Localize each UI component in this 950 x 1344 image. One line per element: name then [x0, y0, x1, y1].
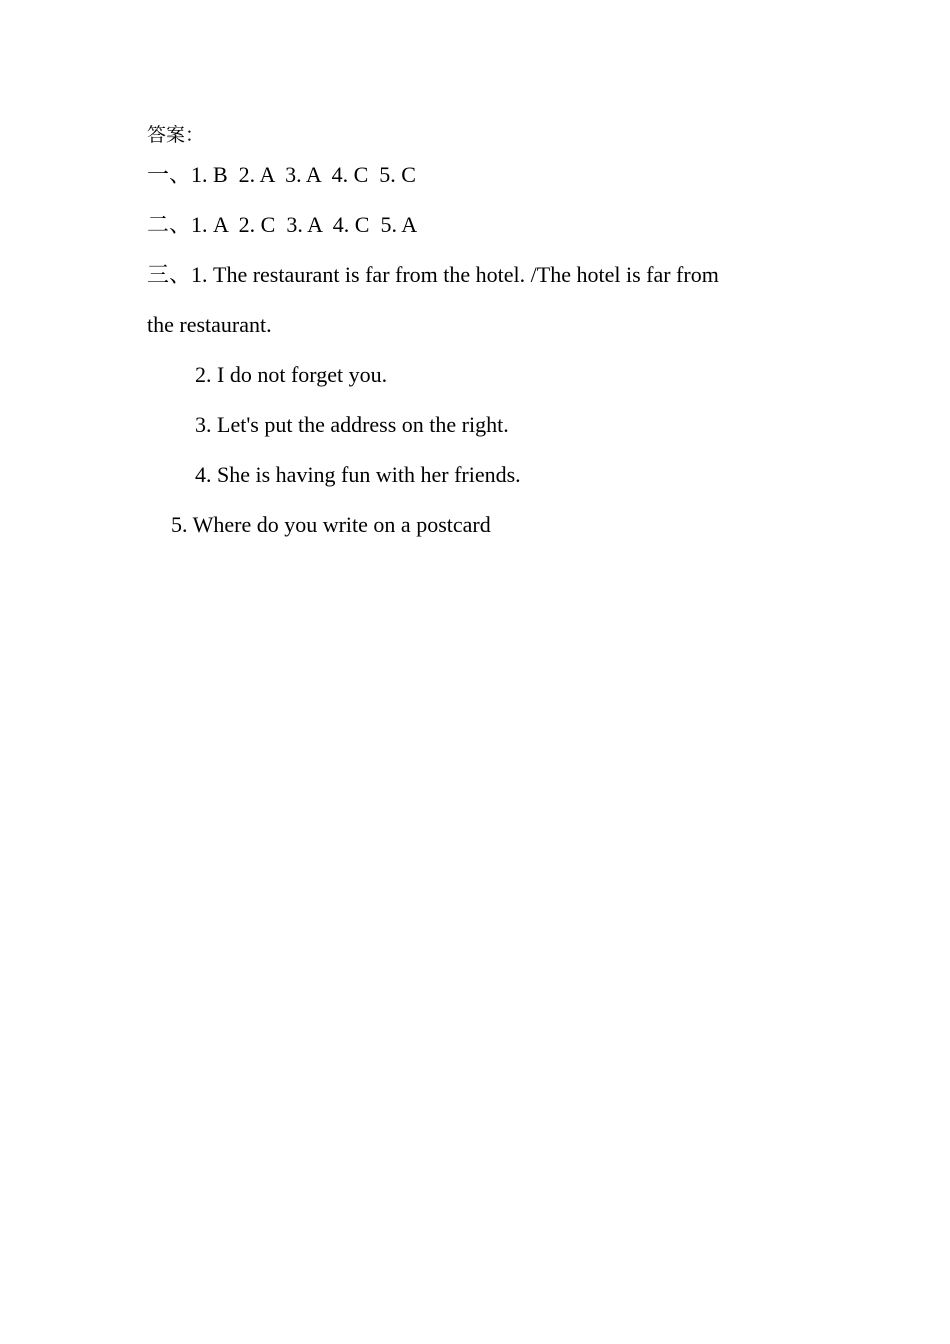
section-3-item-2: 2. I do not forget you.	[195, 362, 388, 387]
section-3-item-3: 3. Let's put the address on the right.	[195, 412, 509, 437]
section-1-answers: 一、1. B 2. A 3. A 4. C 5. C	[147, 162, 416, 187]
section-2-answers: 二、1. A 2. C 3. A 4. C 5. A	[147, 212, 418, 237]
answers-heading: 答案：	[147, 125, 205, 146]
section-3-item-5: 5. Where do you write on a postcard	[171, 512, 491, 537]
section-3-item-1-line-2: the restaurant.	[147, 312, 272, 337]
section-3-item-4: 4. She is having fun with her friends.	[195, 462, 521, 487]
section-3-item-1-line-1: 三、1. The restaurant is far from the hotel. /The hotel is far from	[147, 262, 719, 287]
